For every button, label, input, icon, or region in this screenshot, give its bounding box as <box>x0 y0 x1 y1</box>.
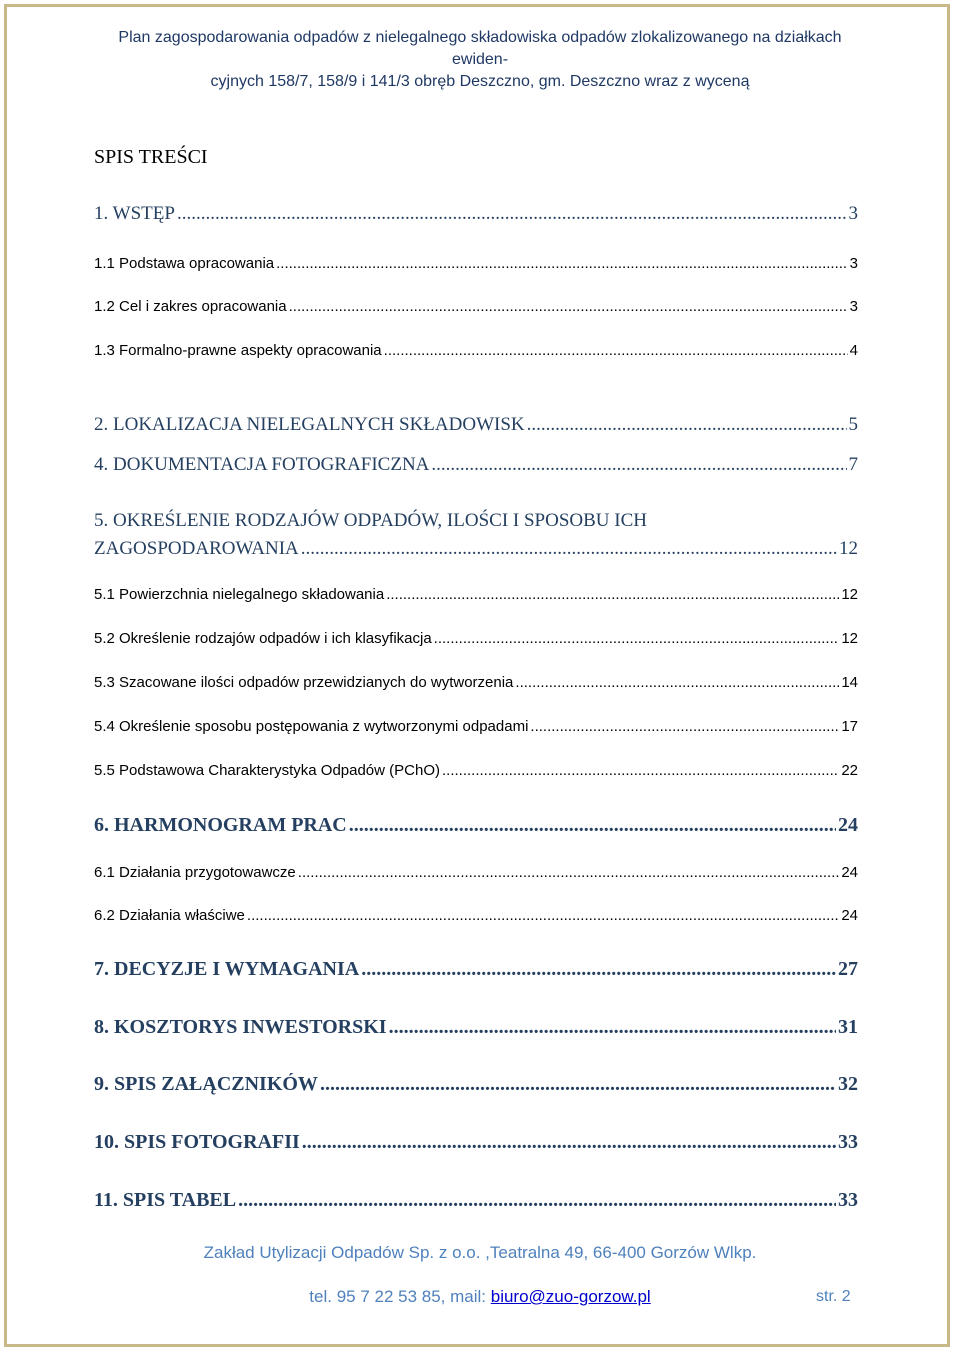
toc-entry-page: 33 <box>838 1189 858 1211</box>
toc-entry-page: 31 <box>838 1016 858 1038</box>
toc-entry-page: 24 <box>841 907 858 924</box>
toc-entry-page: 12 <box>841 630 858 647</box>
toc-entry-label: 1. WSTĘP <box>94 203 175 224</box>
toc-entry-label: 1.1 Podstawa opracowania <box>94 255 275 272</box>
toc-entry-page: 4 <box>849 342 858 359</box>
footer-contact <box>90 1287 870 1307</box>
toc-entry-page: 3 <box>848 203 858 224</box>
toc-entry-label: 6.2 Działania właściwe <box>94 907 245 924</box>
toc-entry-page: 27 <box>838 958 858 980</box>
toc-entry-6[interactable] <box>94 814 858 837</box>
toc-entry-label: 1.2 Cel i zakres opracowania <box>94 298 287 315</box>
toc-entry-5-5[interactable] <box>94 762 858 779</box>
toc-entry-5-4[interactable] <box>94 718 858 735</box>
footer-contact-prefix: tel. 95 7 22 53 85, mail: <box>309 1287 491 1306</box>
toc-leader <box>298 864 840 881</box>
toc-leader <box>301 538 837 560</box>
toc-entry-label: 4. DOKUMENTACJA FOTOGRAFICZNA <box>94 454 430 475</box>
toc-entry-label: 6. HARMONOGRAM PRAC <box>94 814 347 836</box>
toc-entry-5-2[interactable] <box>94 630 858 647</box>
toc-title: SPIS TREŚCI <box>94 146 208 168</box>
toc-entry-label: 9. SPIS ZAŁĄCZNIKÓW <box>94 1073 318 1095</box>
toc-entry-page: 12 <box>839 538 858 559</box>
toc-entry-page: 5 <box>848 414 858 435</box>
toc-entry-label: 5.5 Podstawowa Charakterystyka Odpadów (PChO) <box>94 762 440 779</box>
toc-entry-label: 7. DECYZJE I WYMAGANIA <box>94 958 360 980</box>
toc-entry-page: 17 <box>841 718 858 735</box>
header-line-2: cyjnych 158/7, 158/9 i 141/3 obręb Deszczno, gm. Deszczno wraz z wyceną <box>210 73 750 90</box>
toc-entry-5-line-1[interactable]: 5. OKREŚLENIE RODZAJÓW ODPADÓW, ILOŚCI I SPOSOBU ICH <box>94 510 647 531</box>
toc-leader <box>361 958 836 981</box>
toc-entry-7[interactable] <box>94 958 858 981</box>
toc-leader <box>276 255 848 272</box>
toc-entry-2[interactable] <box>94 414 858 436</box>
toc-entry-6-1[interactable] <box>94 864 858 881</box>
toc-entry-page: 22 <box>841 762 858 779</box>
toc-entry-1[interactable] <box>94 203 858 225</box>
toc-entry-page: 7 <box>848 454 858 475</box>
toc-entry-10[interactable] <box>94 1131 858 1154</box>
toc-entry-9[interactable] <box>94 1073 858 1096</box>
toc-leader <box>349 814 836 837</box>
document-header <box>90 27 870 93</box>
toc-entry-11[interactable] <box>94 1189 858 1212</box>
toc-entry-label: 10. SPIS FOTOGRAFII <box>94 1131 300 1153</box>
header-line-1: Plan zagospodarowania odpadów z nielegalnego składowiska odpadów zlokalizowanego na działkach ewiden- <box>118 29 842 68</box>
toc-entry-1-2[interactable] <box>94 298 858 315</box>
toc-entry-page: 24 <box>841 864 858 881</box>
toc-entry-label: 1.3 Formalno-prawne aspekty opracowania <box>94 342 382 359</box>
toc-entry-label: 11. SPIS TABEL <box>94 1189 237 1211</box>
toc-leader <box>384 342 848 359</box>
toc-leader <box>177 203 847 225</box>
toc-entry-8[interactable] <box>94 1016 858 1039</box>
toc-entry-5-1[interactable] <box>94 586 858 603</box>
toc-leader <box>289 298 848 315</box>
toc-entry-label: 6.1 Działania przygotowawcze <box>94 864 296 881</box>
toc-entry-label: 5.4 Określenie sposobu postępowania z wytworzonymi odpadami <box>94 718 529 735</box>
toc-entry-4[interactable] <box>94 454 858 476</box>
toc-leader <box>530 718 839 735</box>
toc-leader <box>515 674 839 691</box>
page-number: str. 2 <box>816 1288 851 1305</box>
toc-entry-page: 3 <box>849 298 858 315</box>
toc-leader <box>247 907 839 924</box>
toc-entry-page: 33 <box>838 1131 858 1153</box>
toc-leader <box>527 414 847 436</box>
toc-leader <box>389 1016 836 1039</box>
toc-entry-5-3[interactable] <box>94 674 858 691</box>
toc-entry-page: 32 <box>838 1073 858 1095</box>
toc-entry-page: 24 <box>838 814 858 836</box>
toc-entry-1-3[interactable] <box>94 342 858 359</box>
toc-entry-label: 5.3 Szacowane ilości odpadów przewidzianych do wytworzenia <box>94 674 514 691</box>
toc-entry-label: ZAGOSPODAROWANIA <box>94 538 299 559</box>
toc-entry-page: 3 <box>849 255 858 272</box>
toc-entry-6-2[interactable] <box>94 907 858 924</box>
toc-leader <box>320 1073 836 1096</box>
toc-entry-1-1[interactable] <box>94 255 858 272</box>
toc-leader <box>386 586 839 603</box>
toc-leader <box>302 1131 836 1154</box>
footer-company: Zakład Utylizacji Odpadów Sp. z o.o. ,Teatralna 49, 66-400 Gorzów Wlkp. <box>203 1243 757 1262</box>
toc-leader <box>434 630 840 647</box>
toc-leader <box>238 1189 836 1212</box>
toc-leader <box>431 454 846 476</box>
toc-entry-label: 2. LOKALIZACJA NIELEGALNYCH SKŁADOWISK <box>94 414 525 435</box>
toc-leader <box>442 762 839 779</box>
toc-entry-label: 5.2 Określenie rodzajów odpadów i ich klasyfikacja <box>94 630 432 647</box>
toc-entry-label: 8. KOSZTORYS INWESTORSKI <box>94 1016 387 1038</box>
footer-email-link[interactable]: biuro@zuo-gorzow.pl <box>490 1287 651 1306</box>
toc-entry-5[interactable] <box>94 538 858 560</box>
toc-entry-page: 12 <box>841 586 858 603</box>
toc-entry-page: 14 <box>841 674 858 691</box>
toc-entry-label: 5.1 Powierzchnia nielegalnego składowania <box>94 586 385 603</box>
